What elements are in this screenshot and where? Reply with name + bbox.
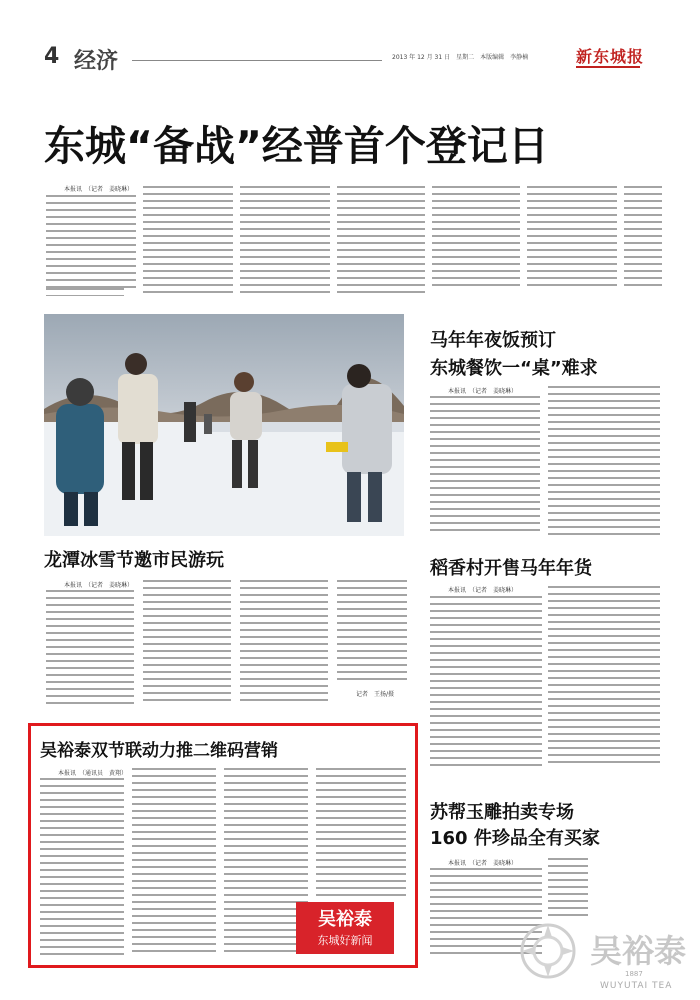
subangyu-byline: 本报讯 （记者 姜晓琳） xyxy=(448,860,518,867)
dinner-text-col-1 xyxy=(430,396,540,536)
icefest-title: 龙潭冰雪节邀市民游玩 xyxy=(44,550,224,571)
daoxiangcun-title: 稻香村开售马年年货 xyxy=(430,558,592,579)
watermark-emblem xyxy=(518,922,578,980)
wuyutai-byline: 本报讯 （通讯员 黄翔） xyxy=(58,770,128,777)
icefest-text-col-3 xyxy=(240,580,328,705)
page-number: 4 xyxy=(44,44,60,69)
issue-date-line: 2013 年 12 月 31 日 星期二 本版编辑 李静楠 xyxy=(392,54,529,61)
watermark-brand: 吴裕泰 xyxy=(590,932,687,970)
lead-text-col-7 xyxy=(624,186,662,286)
section-title: 经济 xyxy=(74,49,119,74)
stamp-brand: 吴裕泰 xyxy=(318,909,372,930)
wuyutai-text-col-1 xyxy=(40,778,124,956)
lead-text-col-6 xyxy=(527,186,617,286)
icefest-byline: 本报讯 （记者 姜晓琳） xyxy=(64,582,134,589)
masthead-underline xyxy=(576,66,640,68)
masthead-logo: 新东城报 xyxy=(576,47,645,66)
page-headline: 东城“备战”经普首个登记日 xyxy=(44,122,549,170)
icefest-text-col-2 xyxy=(143,580,231,705)
wuyutai-text-col-4 xyxy=(316,768,406,896)
lead-text-col-5 xyxy=(432,186,520,286)
icefest-text-col-4 xyxy=(337,580,407,684)
header-rule xyxy=(132,60,382,61)
subangyu-title-line2: 160 件珍品全有买家 xyxy=(430,828,600,849)
lead-byline: 本报讯 （记者 姜晓琳） xyxy=(64,186,134,193)
lead-text-col-3 xyxy=(240,186,330,296)
dinner-title-line1: 马年年夜饭预订 xyxy=(430,330,556,351)
wuyutai-text-col-2 xyxy=(132,768,216,956)
daoxiangcun-byline: 本报讯 （记者 姜晓琳） xyxy=(448,587,518,594)
lead-text-col-1-end xyxy=(46,288,124,296)
icefest-text-col-1 xyxy=(46,590,134,705)
dinner-title-line2: 东城餐饮一“桌”难求 xyxy=(430,358,598,379)
subangyu-title-line1: 苏帮玉雕拍卖专场 xyxy=(430,802,574,823)
watermark-latin: WUYUTAI TEA xyxy=(600,981,673,991)
daoxiangcun-text-col-2 xyxy=(548,586,660,766)
daoxiangcun-text-col-1 xyxy=(430,596,542,766)
photo-credit: 记者 王扬/摄 xyxy=(356,691,395,698)
wuyutai-title: 吴裕泰双节联动力推二维码营销 xyxy=(40,741,278,761)
snow-festival-photo xyxy=(44,314,404,536)
dinner-byline: 本报讯 （记者 姜晓琳） xyxy=(448,388,518,395)
stamp-caption: 东城好新闻 xyxy=(317,934,373,947)
lead-text-col-1 xyxy=(46,195,136,288)
subangyu-text-col-2 xyxy=(548,858,588,918)
lead-text-col-2 xyxy=(143,186,233,296)
dinner-text-col-2 xyxy=(548,386,660,536)
lead-text-col-4 xyxy=(337,186,425,296)
watermark-year: 1887 xyxy=(625,970,643,978)
